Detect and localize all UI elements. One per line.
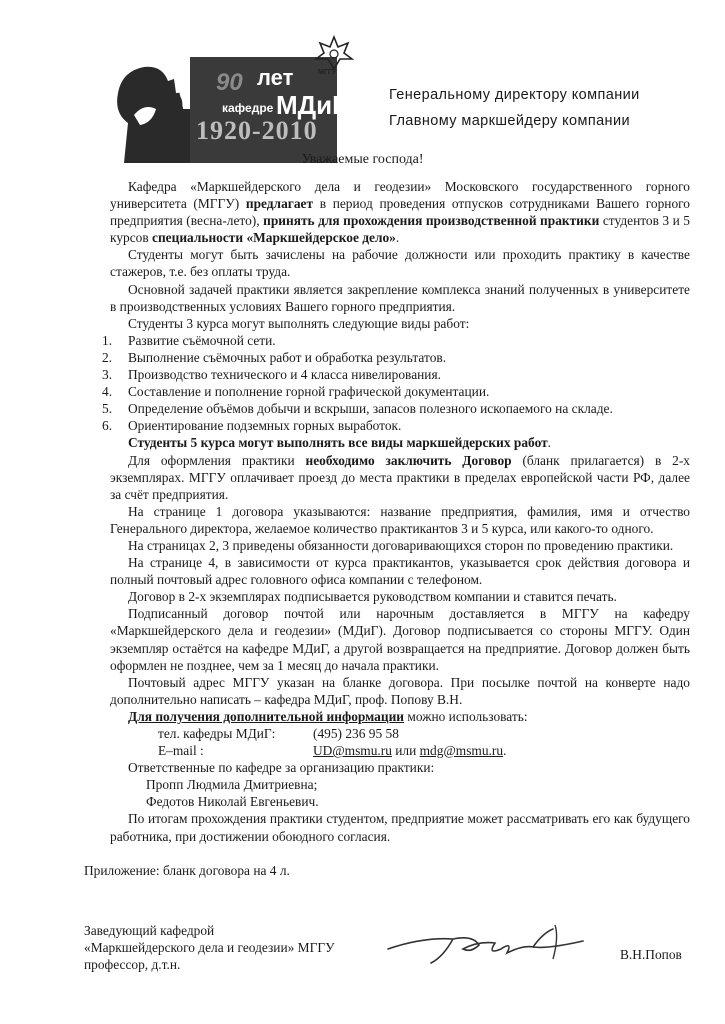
email-row: E–mail : UD@msmu.ru или mdg@msmu.ru.: [158, 743, 507, 759]
anniversary-dept-word: кафедре: [222, 101, 274, 115]
delivery-paragraph: Подписанный договор почтой или нарочным доставляется в МГГУ на кафедру «Маркшейдерского дела и геодезии» (МДиГ). Договор подписывается со стороны МГГУ. Один экземпляр остаётся на кафедре МДиГ, а другой возвращается на предприятие. Договор должен быть оформлен не позднее, чем за 1 месяц до начала практики.: [110, 606, 690, 673]
email-link-1[interactable]: UD@msmu.ru: [313, 743, 392, 759]
list-item: 1. Развитие съёмочной сети.: [102, 332, 276, 348]
handwritten-signature: [383, 919, 598, 969]
contract-paragraph: Для оформления практики необходимо заключить Договор (бланк прилагается) в 2-х экземплярах. МГГУ оплачивает проезд до места практики в пределах европейской части РФ, далее за счёт предприятия.: [110, 452, 690, 502]
contacts-lead: Для получения дополнительной информации можно использовать:: [128, 708, 528, 724]
attachment-note: Приложение: бланк договора на 4 л.: [84, 862, 290, 878]
signing-paragraph: Договор в 2-х экземплярах подписывается руководством компании и ставится печать.: [128, 589, 617, 605]
list-item: 3. Производство технического и 4 класса нивелирования.: [102, 367, 441, 383]
addressee-line-1: Генеральному директору компании: [389, 87, 640, 103]
employment-paragraph: Студенты могут быть зачислены на рабочие должности или проходить практику в качестве стажеров, т.е. без оплаты труда.: [110, 247, 690, 280]
list-item: 4. Составление и пополнение горной графической документации.: [102, 384, 490, 400]
phone-row: [158, 725, 690, 742]
signatory-department: «Маркшейдерского дела и геодезии» МГГУ: [84, 940, 335, 955]
responsible-person-1: Пропп Людмила Дмитриевна;: [146, 777, 318, 793]
list-item: 2. Выполнение съёмочных работ и обработка результатов.: [102, 349, 447, 365]
greeting: Уважаемые господа!: [301, 152, 424, 167]
goal-paragraph: Основной задачей практики является закрепление комплекса знаний полученных в университете в производственных условиях Вашего горного предприятия.: [110, 281, 690, 314]
list-item: 5. Определение объёмов добычи и вскрыши, запасов полезного ископаемого на складе.: [102, 401, 613, 417]
university-crest-icon: [314, 35, 354, 73]
letter-body: [84, 178, 690, 879]
signatory-degree: профессор, д.т.н.: [84, 957, 181, 972]
works-list: [102, 332, 690, 435]
responsible-person-2: Федотов Николай Евгеньевич.: [146, 794, 319, 810]
postal-paragraph: Почтовый адрес МГГУ указан на бланке договора. При посылке почтой на конверте надо дополнительно написать – кафедра МДиГ, проф. Попову В.Н.: [110, 674, 690, 707]
university-crest-label: МГГУ: [318, 69, 337, 76]
phone-value: (495) 236 95 58: [313, 726, 399, 741]
department-logo: [104, 35, 354, 147]
email-link-2[interactable]: mdg@msmu.ru: [419, 743, 504, 759]
closing-paragraph: По итогам прохождения практики студентом, предприятие может рассматривать его как будущего работника, при достижении обоюдного согласия.: [110, 811, 690, 844]
email-label: E–mail :: [158, 743, 204, 759]
addressee-line-2: Главному маркшейдеру компании: [389, 113, 630, 129]
list-item: 6. Ориентирование подземных горных выработок.: [102, 418, 402, 434]
signatory-block: [84, 922, 335, 973]
anniversary-years-word: лет: [257, 65, 294, 90]
works-intro: Студенты 3 курса могут выполнять следующие виды работ:: [128, 315, 470, 331]
anniversary-dept-abbr: МДиГ: [276, 90, 347, 120]
surveyor-silhouette-icon: [104, 53, 200, 163]
signatory-title: Заведующий кафедрой: [84, 923, 215, 938]
anniversary-number: 90: [216, 69, 243, 96]
signatory-name: В.Н.Попов: [620, 947, 682, 962]
anniversary-period: 1920-2010: [196, 116, 318, 145]
fifth-year-paragraph: Студенты 5 курса могут выполнять все виды маркшейдерских работ.: [128, 435, 552, 451]
responsible-heading: Ответственные по кафедре за организацию практики:: [128, 760, 435, 776]
phone-label: тел. кафедры МДиГ:: [158, 726, 276, 741]
pages-2-3-paragraph: На страницах 2, 3 приведены обязанности договаривающихся сторон по проведению практики.: [128, 537, 674, 553]
page-1-paragraph: На странице 1 договора указываются: название предприятия, фамилия, имя и отчество Генерального директора, желаемое количество практикантов 3 и 5 курса, или какого-то одного.: [110, 503, 690, 536]
intro-paragraph: Кафедра «Маркшейдерского дела и геодезии» Московского государственного горного университета (МГГУ) предлагает в период проведения отпусков сотрудниками Вашего горного предприятия (весна-лето), принять для прохождения производственной практики студентов 3 и 5 курсов специальности «Маркшейдерское дело».: [110, 179, 690, 246]
page-4-paragraph: На странице 4, в зависимости от курса практикантов, указывается срок действия договора и полный почтовый адрес головного офиса компании с телефоном.: [110, 555, 690, 588]
